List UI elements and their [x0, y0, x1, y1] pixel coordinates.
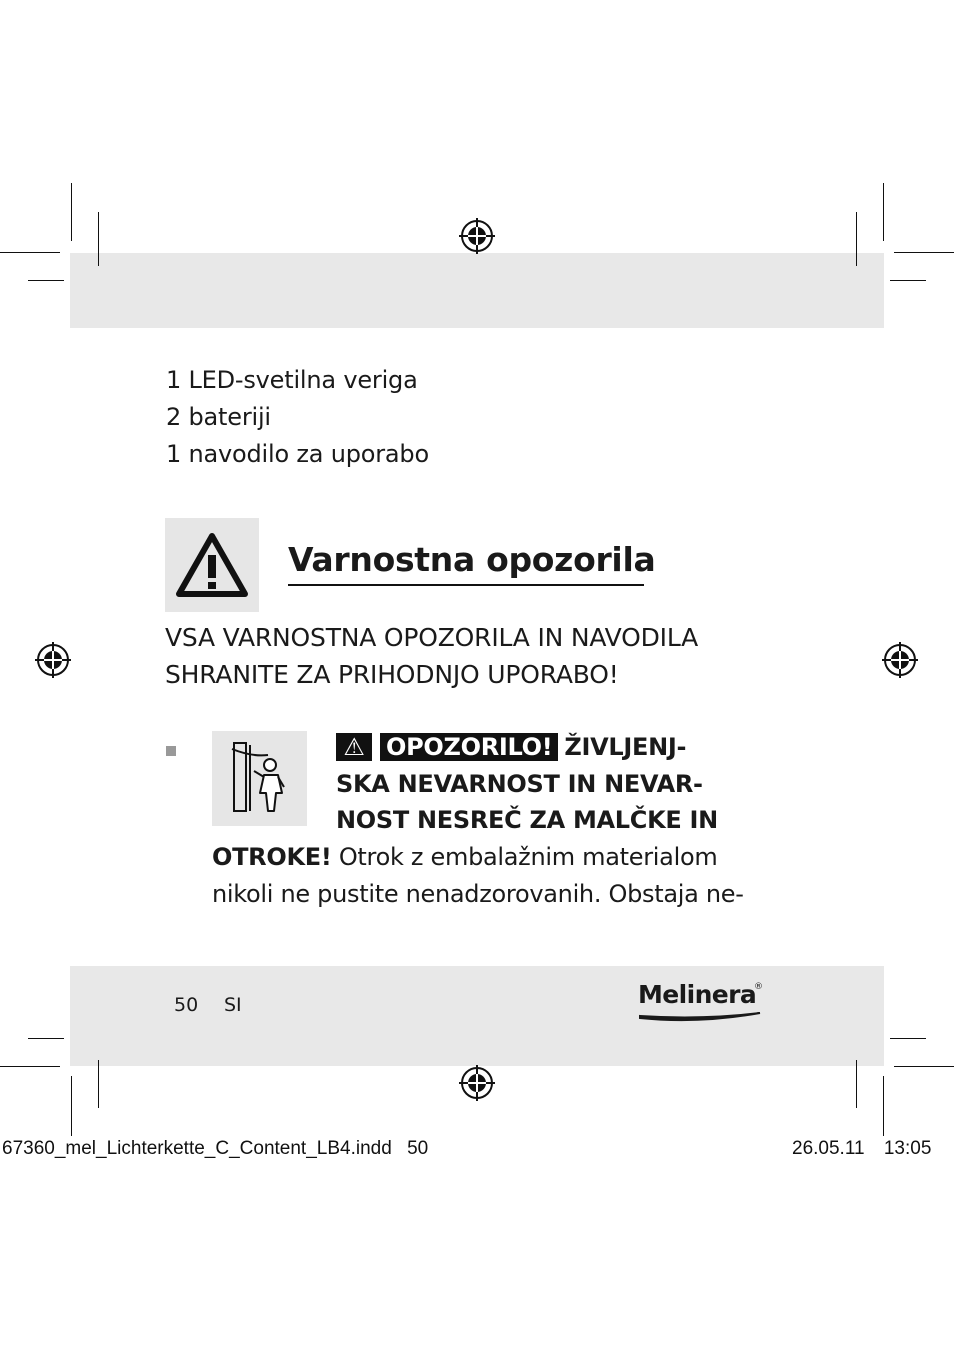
title-underline — [288, 584, 644, 586]
warning-heading-end: OTROKE! — [212, 843, 332, 871]
warning-label: OPOZORILO! — [380, 733, 558, 761]
warning-heading-line — [336, 733, 686, 761]
child-safety-box — [212, 731, 307, 826]
instruction-line: SHRANITE ZA PRIHODNJO UPORABO! — [165, 660, 619, 689]
instruction-line: VSA VARNOSTNA OPOZORILA IN NAVODILA — [165, 623, 699, 652]
brand-logo — [638, 980, 764, 1026]
warning-heading-text: ŽIVLJENJ- — [564, 733, 687, 761]
bullet-marker — [166, 746, 176, 756]
registered-mark: ® — [754, 982, 763, 992]
warning-heading-line: SKA NEVARNOST IN NEVAR- — [336, 770, 703, 798]
warning-text: Otrok z embalažnim materialom — [338, 843, 718, 871]
child-safety-icon — [212, 731, 307, 826]
list-item: 2 bateriji — [166, 403, 271, 431]
warning-heading-line: NOST NESREČ ZA MALČKE IN — [336, 806, 718, 834]
list-item: 1 navodilo za uporabo — [166, 440, 429, 468]
warning-box — [165, 518, 259, 612]
page-number: 50 — [174, 994, 199, 1016]
registration-mark-right-icon — [880, 640, 920, 680]
language-code: SI — [224, 994, 242, 1016]
warning-triangle-icon — [165, 518, 259, 612]
header-band — [70, 253, 884, 328]
section-title: Varnostna opozorila — [288, 540, 656, 579]
warning-text-line — [212, 843, 717, 871]
warning-text-line: nikoli ne pustite nenadzorovanih. Obstaja ne- — [212, 880, 744, 908]
brand-swoosh-icon — [638, 1010, 762, 1024]
small-warning-icon: ⚠ — [336, 733, 372, 761]
registration-mark-bottom-icon — [457, 1063, 497, 1103]
slug-datetime: 26.05.11 13:05 — [792, 1138, 932, 1159]
list-item: 1 LED-svetilna veriga — [166, 366, 418, 394]
brand-name: Melinera — [638, 980, 757, 1009]
slug-filename: 67360_mel_Lichterkette_C_Content_LB4.indd 50 — [2, 1138, 429, 1159]
registration-mark-left-icon — [33, 640, 73, 680]
registration-mark-top-icon — [457, 216, 497, 256]
